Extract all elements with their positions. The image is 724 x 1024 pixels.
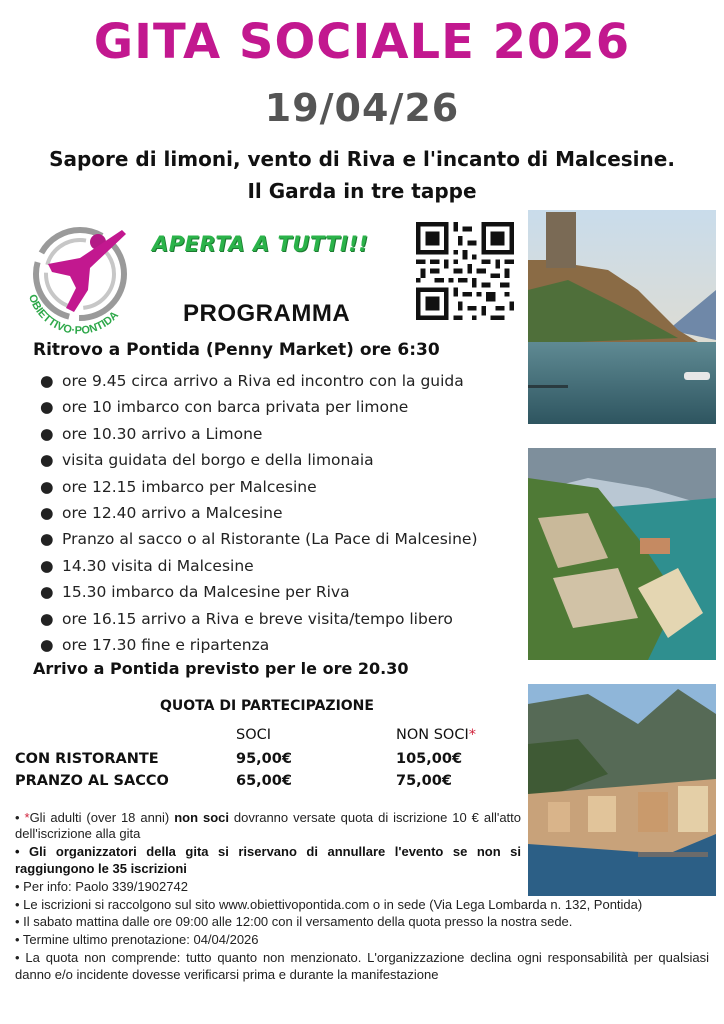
column-header-non-soci: NON SOCI* (396, 727, 476, 743)
notes-section (15, 810, 709, 985)
qr-code-icon[interactable] (416, 222, 514, 320)
page-title: GITA SOCIALE 2026 (93, 14, 631, 70)
quota-heading: QUOTA DI PARTECIPAZIONE (160, 698, 374, 714)
list-item: ● ore 10.30 arrivo a Limone (40, 421, 478, 447)
list-item: ● ore 12.15 imbarco per Malcesine (40, 474, 478, 500)
event-date: 19/04/26 (264, 86, 460, 130)
bullet-icon: ● (40, 398, 54, 417)
return-arrival: Arrivo a Pontida previsto per le ore 20.30 (33, 659, 409, 678)
bullet-icon: ● (40, 556, 54, 575)
bullet-icon: ● (40, 583, 54, 602)
note-non-soci: • *Gli adulti (over 18 anni) non soci dovranno versate quota di iscrizione 10 € all'atto dell'iscrizione alla gita (15, 810, 522, 842)
programma-heading: PROGRAMMA (183, 300, 351, 327)
asterisk-mark: * (468, 727, 476, 743)
list-item: ● Pranzo al sacco o al Ristorante (La Pace di Malcesine) (40, 526, 478, 552)
subtitle (0, 143, 724, 207)
row-label-ristorante: CON RISTORANTE (15, 751, 159, 767)
bullet-icon: ● (40, 530, 54, 549)
list-item: ● 14.30 visita di Malcesine (40, 553, 478, 579)
list-item: ● ore 10 imbarco con barca privata per limone (40, 394, 478, 420)
itinerary-list (40, 368, 478, 658)
note-cancellation: • Gli organizzatori della gita si riservano di annullare l'evento se non si raggiungono le 35 iscrizioni (15, 844, 521, 876)
row-label-sacco: PRANZO AL SACCO (15, 773, 169, 789)
meeting-point: Ritrovo a Pontida (Penny Market) ore 6:30 (33, 340, 440, 360)
bullet-icon: ● (40, 451, 54, 470)
bullet-icon: ● (40, 635, 54, 654)
bullet-icon: ● (40, 503, 54, 522)
price-non-soci-sacco: 75,00€ (396, 773, 452, 789)
price-soci-sacco: 65,00€ (236, 773, 292, 789)
malcesine-castle-photo (528, 210, 716, 424)
price-non-soci-ristorante: 105,00€ (396, 751, 463, 767)
note-saturday: • Il sabato mattina dalle ore 09:00 alle 12:00 con il versamento della quota presso la nostra sede. (15, 914, 573, 930)
column-header-soci: SOCI (236, 727, 272, 743)
price-soci-ristorante: 95,00€ (236, 751, 292, 767)
note-info: • Per info: Paolo 339/1902742 (15, 878, 188, 894)
bullet-icon: ● (40, 424, 54, 443)
list-item: ● ore 12.40 arrivo a Malcesine (40, 500, 478, 526)
bullet-icon: ● (40, 477, 54, 496)
riva-harbor-photo (528, 684, 716, 896)
open-to-all-badge: APERTA A TUTTI!! (152, 232, 369, 256)
list-item: ● ore 9.45 circa arrivo a Riva ed incontro con la guida (40, 368, 478, 394)
subtitle-line-1: Sapore di limoni, vento di Riva e l'incanto di Malcesine. (49, 147, 675, 171)
bullet-icon: ● (40, 609, 54, 628)
bullet-icon: ● (40, 372, 54, 390)
list-item: ● 15.30 imbarco da Malcesine per Riva (40, 579, 478, 605)
list-item: ● visita guidata del borgo e della limonaia (40, 447, 478, 473)
note-deadline: • Termine ultimo prenotazione: 04/04/2026 (15, 932, 259, 948)
list-item: ● ore 17.30 fine e ripartenza (40, 632, 478, 658)
logo-text: OBIETTIVO·PONTIDA (25, 292, 122, 337)
limone-terraces-photo (528, 448, 716, 660)
list-item: ● ore 16.15 arrivo a Riva e breve visita/tempo libero (40, 606, 478, 632)
obiettivo-pontida-logo (18, 220, 140, 338)
subtitle-line-2: Il Garda in tre tappe (247, 179, 477, 203)
note-registration: • Le iscrizioni si raccolgono sul sito www.obiettivopontida.com o in sede (Via Lega Lombarda n. 132, Pontida) (15, 896, 643, 912)
note-disclaimer: • La quota non comprende: tutto quanto non menzionato. L'organizzazione declina ogni responsabilità per qualsiasi danno e/o incidente dovesse verificarsi prima e durante la manifestazione (15, 950, 709, 982)
